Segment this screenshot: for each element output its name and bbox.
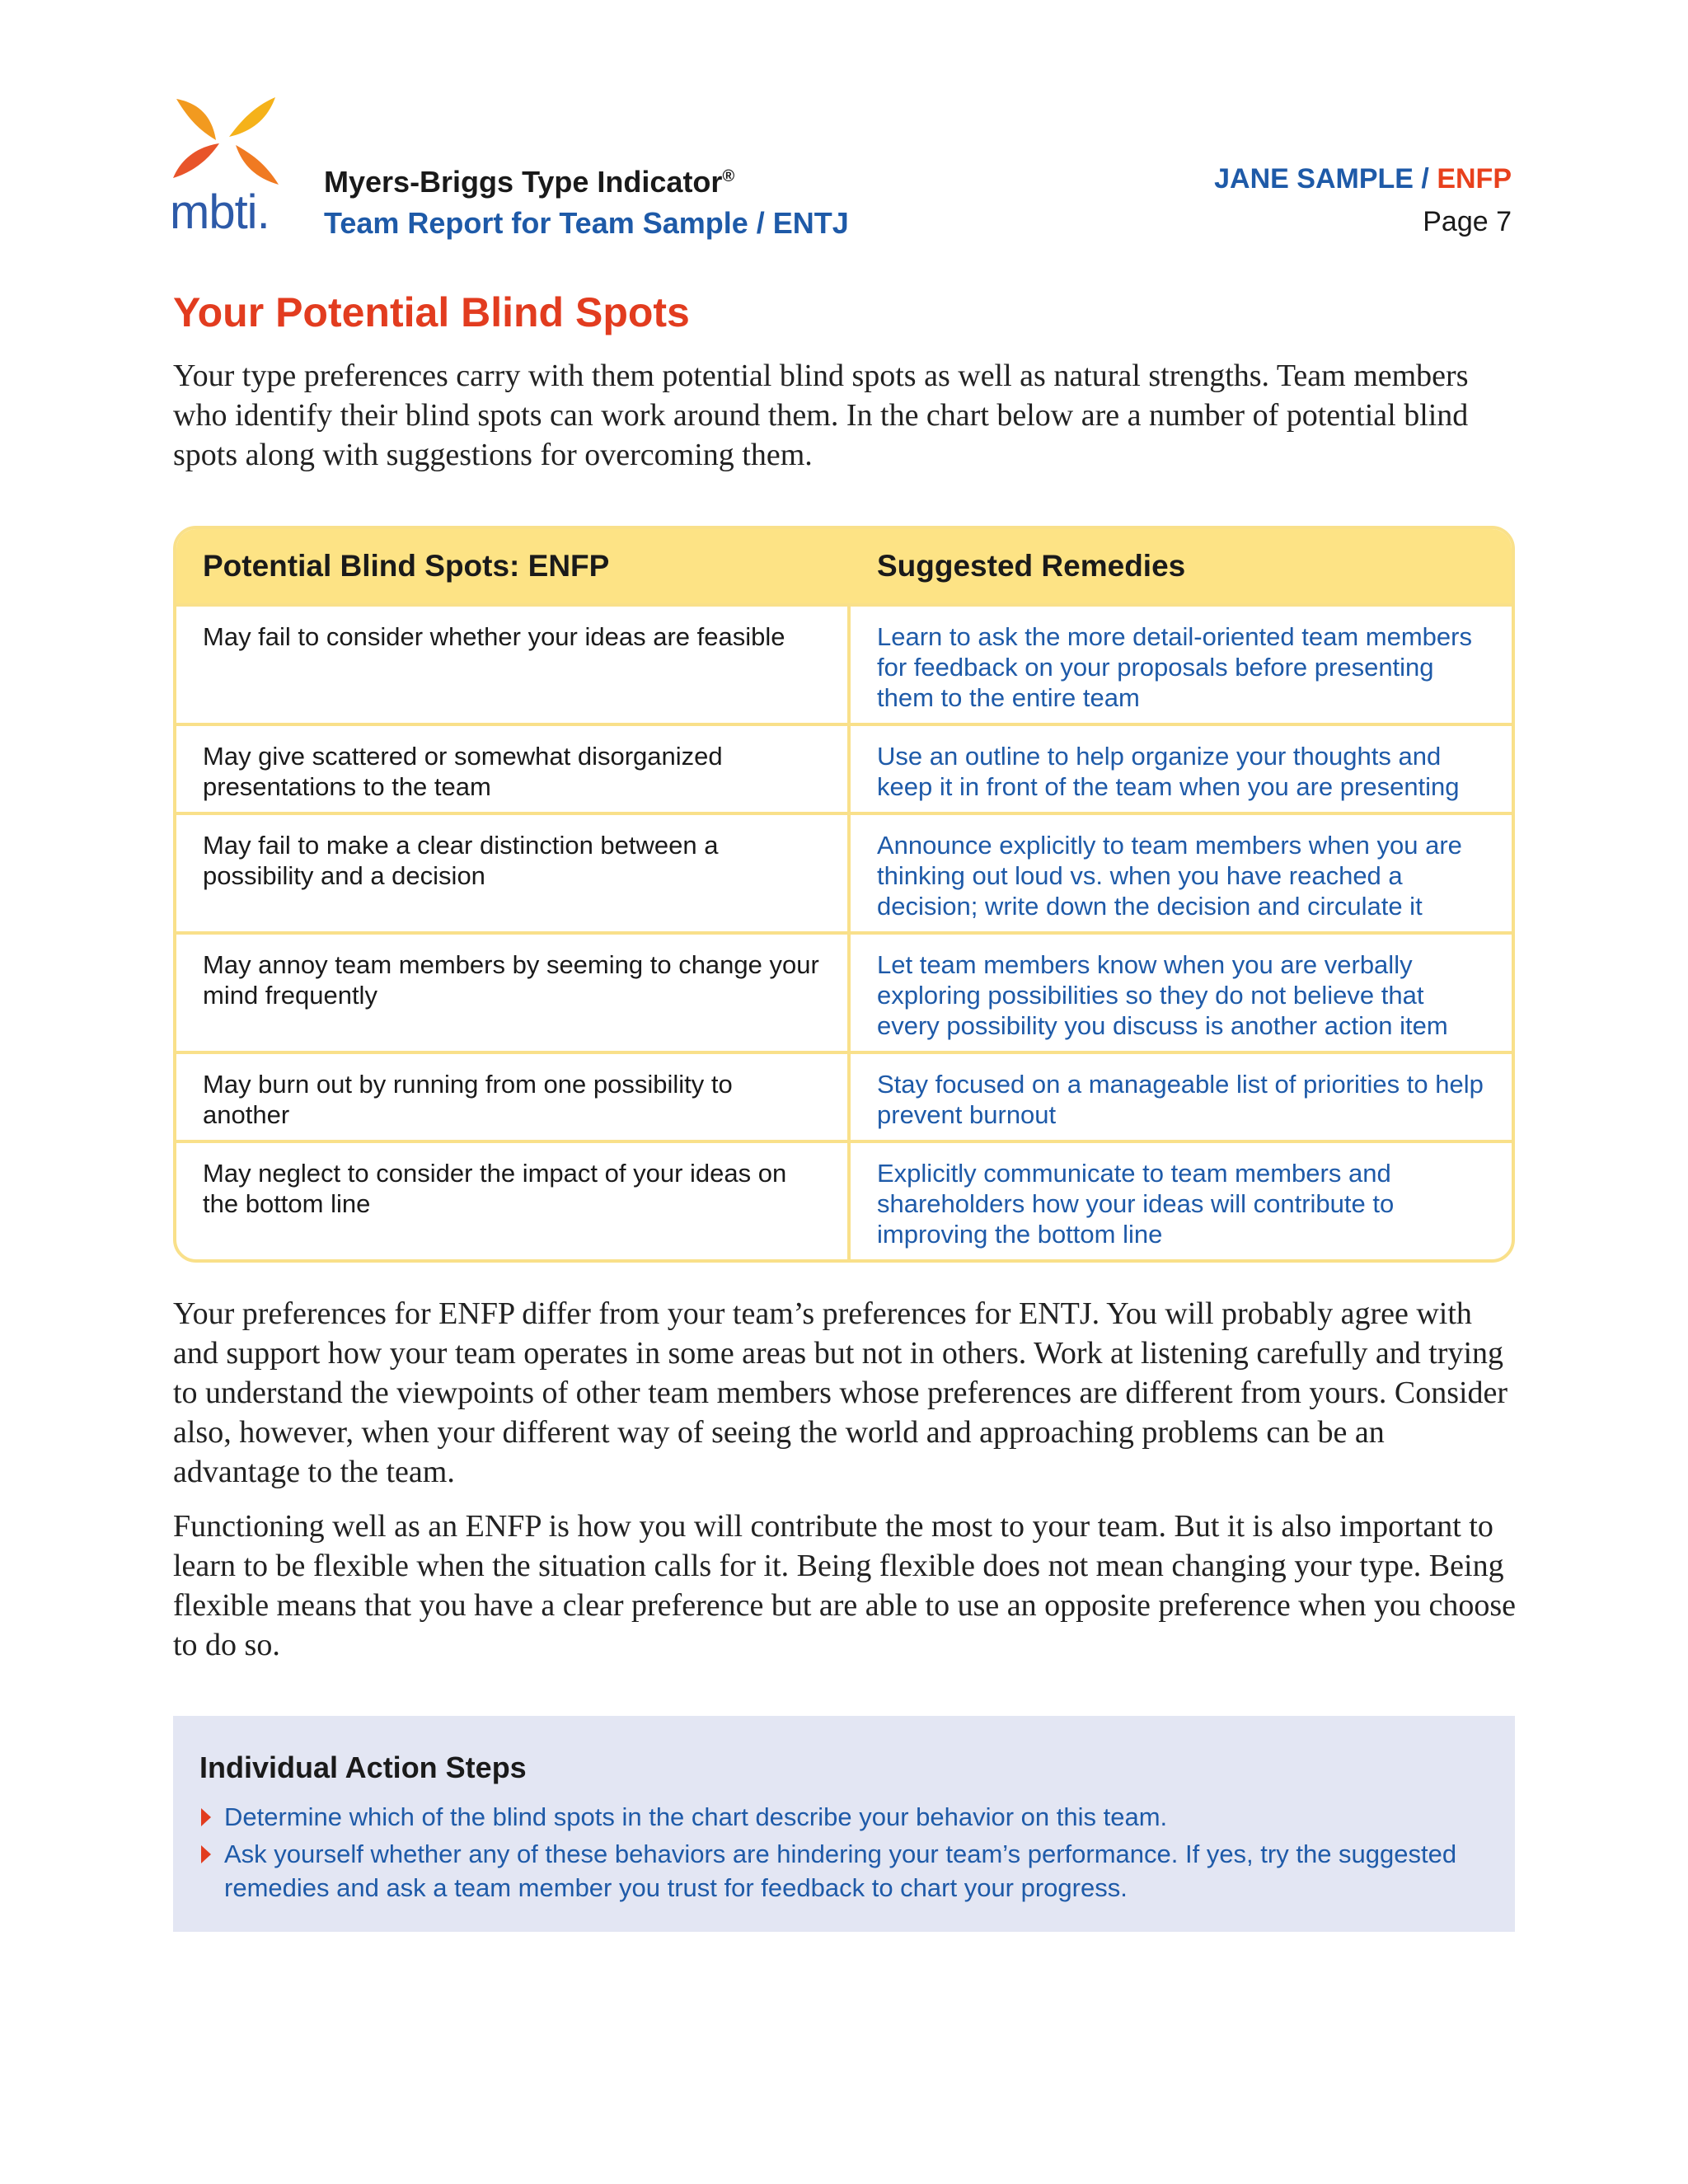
- action-steps-title: Individual Action Steps: [199, 1750, 527, 1784]
- blind-spot-cell: May fail to make a clear distinction between a possibility and a decision: [176, 815, 851, 931]
- triangle-bullet-icon: [201, 1808, 211, 1826]
- action-step-text: Determine which of the blind spots in the chart describe your behavior on this team.: [224, 1802, 1168, 1831]
- remedy-cell: Learn to ask the more detail-oriented team members for feedback on your proposals before presenting them to the entire team: [877, 622, 1472, 712]
- remedy-cell: Explicitly communicate to team members and shareholders how your ideas will contribute to improving the bottom line: [877, 1159, 1395, 1249]
- table-row: [176, 603, 1512, 723]
- table-row: [176, 812, 1512, 931]
- action-step-item: [199, 1800, 1461, 1834]
- blind-spot-cell: May give scattered or somewhat disorganized presentations to the team: [176, 726, 851, 812]
- table-row: [176, 723, 1512, 812]
- remedy-cell: Let team members know when you are verbally exploring possibilities so they do not believe that every possibility you discuss is another action item: [877, 950, 1448, 1040]
- blind-spot-cell: May neglect to consider the impact of your ideas on the bottom line: [176, 1143, 851, 1259]
- report-title: [324, 165, 734, 199]
- table-row: [176, 931, 1512, 1051]
- page-number: Page 7: [1423, 206, 1512, 237]
- logo-swirl-icon: [170, 96, 282, 188]
- action-steps-box: [173, 1716, 1515, 1932]
- remedy-cell: Announce explicitly to team members when you are thinking out loud vs. when you have reached a decision; write down the decision and circulate it: [877, 831, 1462, 921]
- action-step-text: Ask yourself whether any of these behaviors are hindering your team’s performance. If yes, try the suggested remedies and ask a team member you trust for feedback to chart your progress.: [224, 1840, 1457, 1902]
- report-title-text: Myers-Briggs Type Indicator: [324, 165, 723, 199]
- blind-spot-cell: May annoy team members by seeming to change your mind frequently: [176, 935, 851, 1051]
- registered-mark: ®: [722, 167, 735, 185]
- section-title: Your Potential Blind Spots: [173, 289, 690, 335]
- intro-paragraph: Your type preferences carry with them potential blind spots as well as natural strengths. Team members who identify their blind spots can work around them. In the chart below are a number of potential blind spots along with suggestions for overcoming them.: [173, 359, 1469, 472]
- remedy-cell: Stay focused on a manageable list of priorities to help prevent burnout: [877, 1070, 1484, 1129]
- mbti-logo: [170, 96, 282, 239]
- column-header-remedies: Suggested Remedies: [877, 549, 1186, 583]
- person-name: JANE SAMPLE: [1214, 163, 1414, 194]
- action-step-item: [199, 1837, 1461, 1905]
- column-header-blind-spots: Potential Blind Spots: ENFP: [203, 549, 610, 583]
- blind-spot-cell: May fail to consider whether your ideas are feasible: [176, 607, 851, 723]
- blind-spot-cell: May burn out by running from one possibility to another: [176, 1054, 851, 1140]
- table-row: [176, 1140, 1512, 1259]
- report-subtitle: Team Report for Team Sample / ENTJ: [324, 206, 849, 240]
- person-type: ENFP: [1437, 163, 1512, 194]
- name-separator: /: [1413, 163, 1437, 194]
- person-header: [1214, 163, 1512, 195]
- flexibility-paragraph: Functioning well as an ENFP is how you will contribute the most to your team. But it is also important to learn to be flexible when the situation calls for it. Being flexible does not mean changing your type. Being flexible means that you have a clear preference but are able to use an opposite preference when you choose to do so.: [173, 1509, 1517, 1662]
- remedy-cell: Use an outline to help organize your thoughts and keep it in front of the team when you are presenting: [877, 742, 1460, 801]
- triangle-bullet-icon: [201, 1845, 211, 1863]
- blind-spots-table: [173, 526, 1515, 1263]
- differences-paragraph: Your preferences for ENFP differ from your team’s preferences for ENTJ. You will probably agree with and support how your team operates in some areas but not in others. Work at listening carefully and trying to understand the viewpoints of other team members whose preferences are different from yours. Consider also, however, when your different way of seeing the world and approaching problems can be an advantage to the team.: [173, 1296, 1508, 1489]
- logo-wordmark: mbti.: [170, 185, 270, 239]
- table-row: [176, 1051, 1512, 1140]
- table-header: [176, 529, 1512, 603]
